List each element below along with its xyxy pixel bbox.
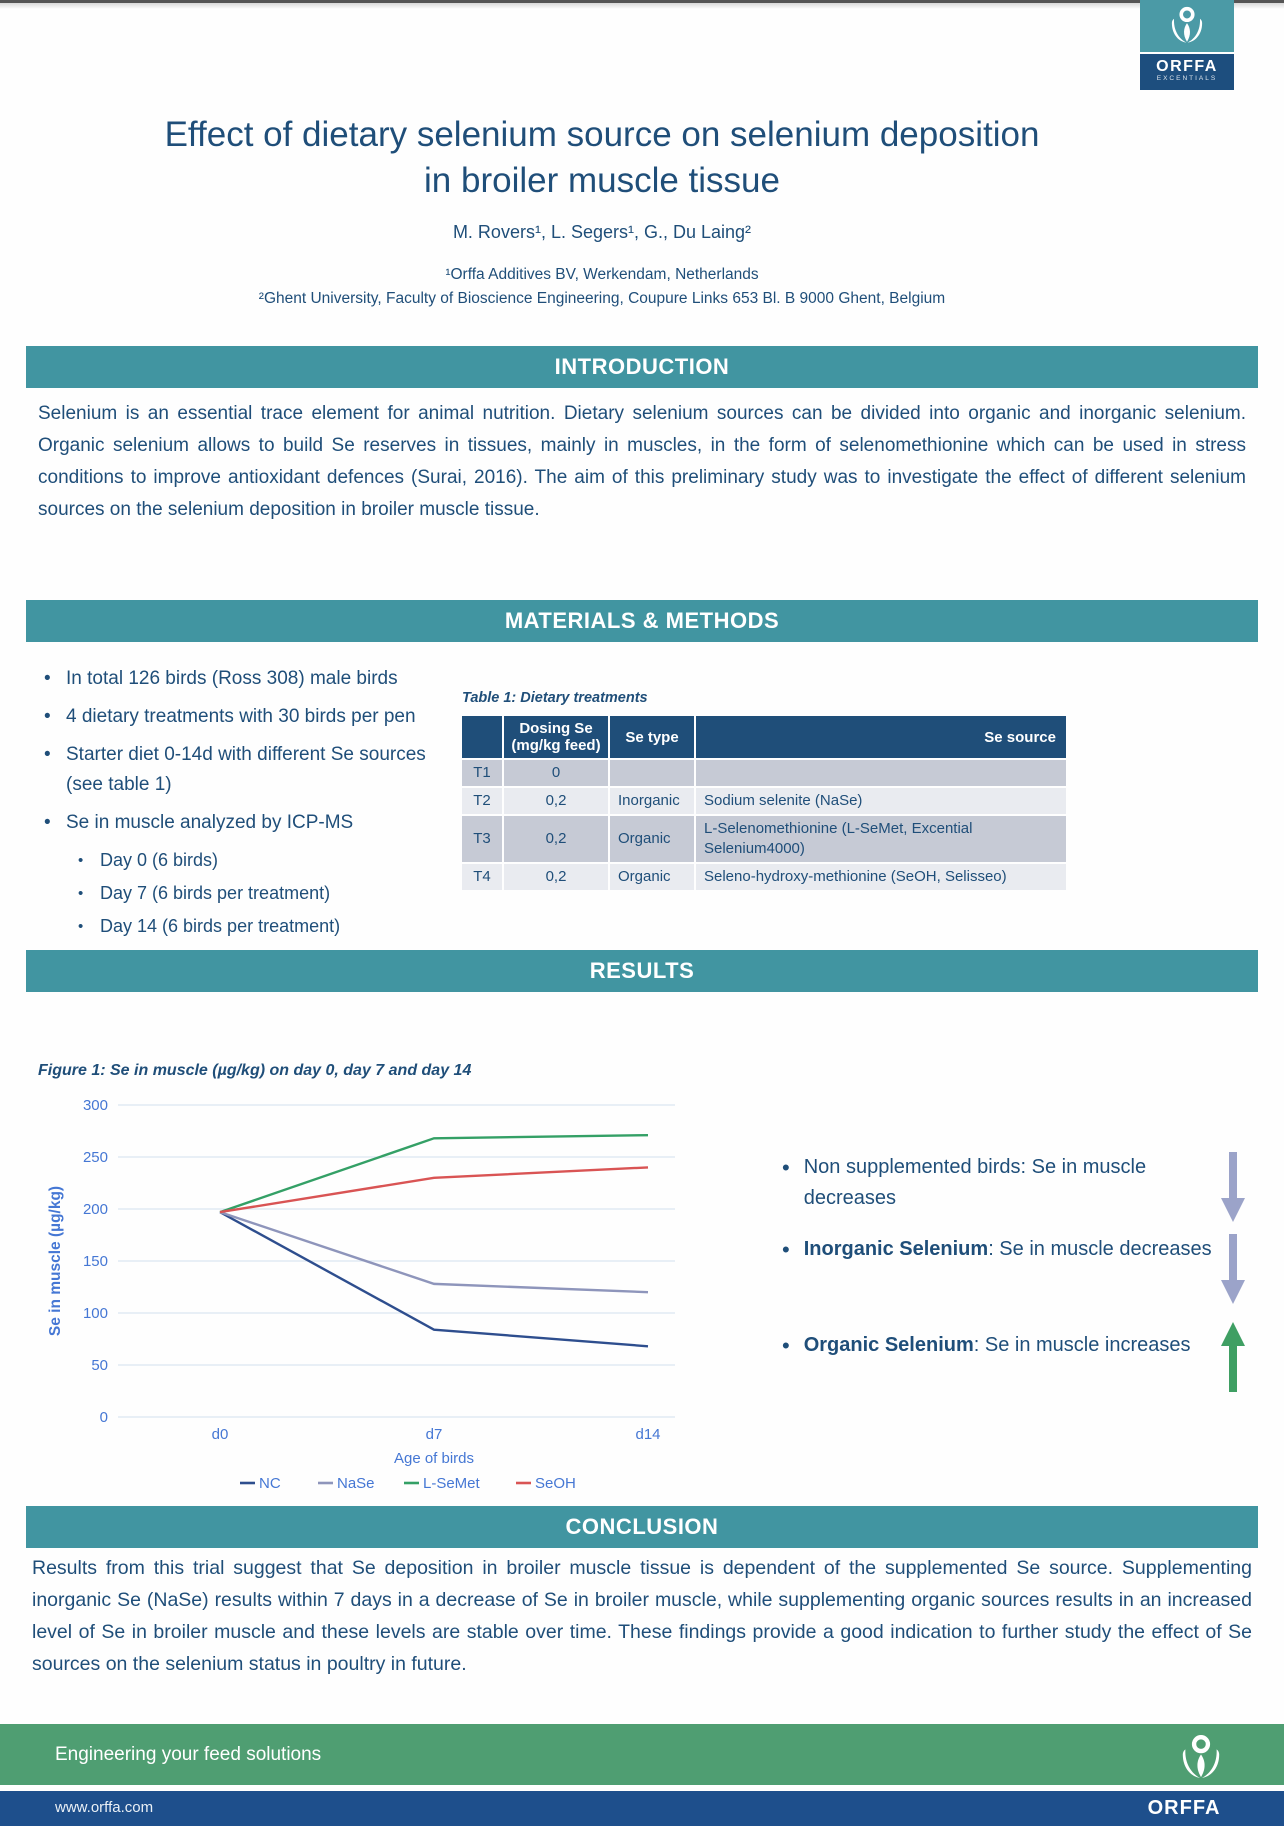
methods-bullet: • Day 14 (6 birds per treatment) [72,912,462,941]
bullet-dot: • [782,1237,790,1262]
orffa-logo [1140,0,1234,90]
table-cell: Organic [610,864,694,890]
finding-item [782,1152,1212,1214]
table-caption: Table 1: Dietary treatments [462,690,648,706]
table-cell: 0 [504,760,608,786]
table-cell: T4 [462,864,502,890]
table-cell: L-Selenomethionine (L-SeMet, Excential Selenium4000) [696,816,1066,862]
methods-bullet: • Se in muscle analyzed by ICP-MS [38,808,462,838]
table-cell: Sodium selenite (NaSe) [696,788,1066,814]
finding-text: Non supplemented birds: Se in muscle decreases [803,1156,1147,1209]
svg-text:100: 100 [82,1305,108,1322]
table-row [462,788,1066,814]
table-cell: 0,2 [504,788,608,814]
svg-text:Age of birds: Age of birds [393,1450,475,1467]
svg-text:50: 50 [91,1357,108,1374]
footer-orffa-logo-icon [1179,1732,1223,1789]
top-shadow [0,3,1284,9]
table-cell: T3 [462,816,502,862]
table-cell [696,760,1066,786]
affiliation-2: ²Ghent University, Faculty of Bioscience Engineering, Coupure Links 653 Bl. B 9000 Ghent, Belgium [258,290,946,307]
trend-arrow-down-icon [1218,1150,1248,1229]
methods-bullet: • Starter diet 0-14d with different Se sources (see table 1) [38,740,462,800]
finding-item [782,1234,1212,1265]
table-header-cell: Dosing Se (mg/kg feed) [504,716,608,758]
svg-text:NaSe: NaSe [337,1475,375,1492]
svg-text:L-SeMet: L-SeMet [423,1475,480,1492]
svg-text:250: 250 [82,1149,108,1166]
svg-text:300: 300 [82,1097,108,1114]
footer-orffa-brand: ORFFA [1147,1797,1221,1819]
table-cell [610,760,694,786]
table-cell: 0,2 [504,816,608,862]
svg-text:150: 150 [82,1253,108,1270]
section-heading-materials-methods: MATERIALS & METHODS [26,600,1258,642]
affiliation-1: ¹Orffa Additives BV, Werkendam, Netherlands [445,266,759,283]
section-heading-conclusion: CONCLUSION [26,1506,1258,1548]
svg-text:NC: NC [259,1475,281,1492]
finding-text: Inorganic Selenium: Se in muscle decreases [803,1238,1212,1260]
footer-navy-band [0,1791,1284,1826]
table-cell: Inorganic [610,788,694,814]
table-row [462,760,1066,786]
table-row [462,816,1066,862]
bullet-dot: • [782,1155,790,1180]
treatments-table [460,714,1068,892]
table-cell: 0,2 [504,864,608,890]
table-header-cell [462,716,502,758]
finding-text: Organic Selenium: Se in muscle increases [803,1334,1191,1356]
footer-tagline: Engineering your feed solutions [55,1744,322,1765]
footer-green-band [0,1724,1284,1788]
methods-list [38,664,462,945]
logo-subbrand: EXCENTIALS [1156,75,1218,82]
svg-text:d7: d7 [425,1426,443,1443]
section-heading-results: RESULTS [26,950,1258,992]
se-line-chart [30,1090,700,1510]
svg-text:Se in muscle (µg/kg): Se in muscle (µg/kg) [47,1185,64,1337]
trend-arrow-up-icon [1218,1320,1248,1399]
svg-text:d0: d0 [211,1426,229,1443]
methods-bullet: • Day 0 (6 birds) [72,846,462,875]
page-title: Effect of dietary selenium source on selenium deposition in broiler muscle tissue [164,115,1040,200]
logo-brand: ORFFA [1156,58,1218,75]
svg-text:SeOH: SeOH [535,1475,576,1492]
footer-url: www.orffa.com [55,1799,154,1816]
svg-text:0: 0 [99,1409,108,1426]
table-cell: Organic [610,816,694,862]
table-row [462,864,1066,890]
table-header-cell: Se type [610,716,694,758]
bullet-dot: • [782,1333,790,1358]
table-cell: T1 [462,760,502,786]
introduction-text: Selenium is an essential trace element for animal nutrition. Dietary selenium sources can be divided into organic and inorganic selenium. Organic selenium allows to build Se reserves in tissues, mainly in muscles, in the form of selenomethionine which can be used in stress conditions to improve antioxidant defences (Surai, 2016). The aim of this preliminary study was to investigate the effect of different selenium sources on the selenium deposition in broiler muscle tissue. [38,403,1246,520]
figure-caption: Figure 1: Se in muscle (µg/kg) on day 0, day 7 and day 14 [38,1062,472,1079]
trend-arrow-down-icon [1218,1232,1248,1311]
methods-bullet: • Day 7 (6 birds per treatment) [72,879,462,908]
table-cell: Seleno-hydroxy-methionine (SeOH, Selisseo) [696,864,1066,890]
orffa-logo-icon [1140,0,1234,54]
svg-text:200: 200 [82,1201,108,1218]
section-heading-introduction: INTRODUCTION [26,346,1258,388]
table-cell: T2 [462,788,502,814]
finding-item [782,1330,1212,1361]
methods-bullet: • In total 126 birds (Ross 308) male birds [38,664,462,694]
svg-text:d14: d14 [635,1426,661,1443]
table-header-cell: Se source [696,716,1066,758]
methods-bullet: • 4 dietary treatments with 30 birds per pen [38,702,462,732]
conclusion-text: Results from this trial suggest that Se deposition in broiler muscle tissue is dependent of the supplemented Se source. Supplementing inorganic Se (NaSe) results within 7 days in a decrease of Se in broiler muscle, while supplementing organic sources results in an increased level of Se in broiler muscle and these levels are stable over time. These findings provide a good indication to further study the effect of Se sources on the selenium status in poultry in future. [32,1557,1252,1675]
authors: M. Rovers¹, L. Segers¹, G., Du Laing² [452,222,752,242]
